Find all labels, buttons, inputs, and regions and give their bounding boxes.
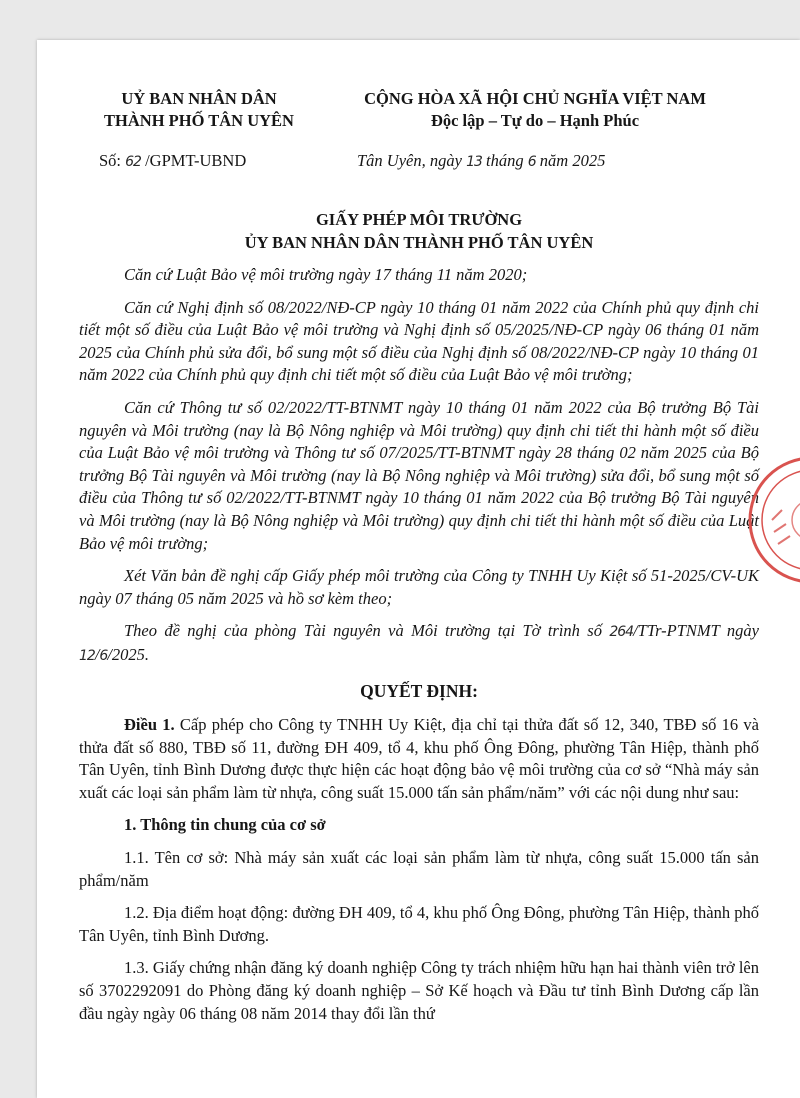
document-number-prefix: Số: xyxy=(99,151,122,170)
proposal-month-handwritten: 6 xyxy=(99,647,108,664)
proposal-number-handwritten: 264 xyxy=(609,624,634,641)
preamble-law: Căn cứ Luật Bảo vệ môi trường ngày 17 tháng 11 năm 2020; xyxy=(124,265,528,284)
document-title: GIẤY PHÉP MÔI TRƯỜNG xyxy=(315,210,523,229)
national-motto: Độc lập – Tự do – Hạnh Phúc xyxy=(430,111,640,130)
item-1-2: 1.2. Địa điểm hoạt động: đường ĐH 409, tổ 4, khu phố Ông Đông, phường Tân Hiệp, thành phố Tân Uyên, tỉnh Bình Dương. xyxy=(79,903,759,945)
date-month-label: tháng xyxy=(486,151,524,170)
authority-line-2: THÀNH PHỐ TÂN UYÊN xyxy=(104,111,294,130)
section-1-heading: 1. Thông tin chung của cơ sở xyxy=(124,815,326,835)
date-day-handwritten: 13 xyxy=(466,154,482,170)
decision-heading: QUYẾT ĐỊNH: xyxy=(360,680,478,701)
preamble-decree: Căn cứ Nghị định số 08/2022/NĐ-CP ngày 10 tháng 01 năm 2022 của Chính phủ quy định chi tiết một số điều của Luật Bảo vệ môi trường và Nghị định số 05/2025/NĐ-CP ngày 06 tháng 01 năm 2025 của Chính phủ sửa đổi, bổ sung một số điều của Nghị định số 08/2022/NĐ-CP ngày 10 tháng 01 năm 2022 của Chính phủ quy định chi tiết một số điều của Luật Bảo vệ môi trường; xyxy=(79,297,759,385)
document-number-suffix: /GPMT-UBND xyxy=(145,151,247,170)
proposal-text-2: /TTr-PTNMT ngày xyxy=(633,621,759,641)
national-header xyxy=(315,88,755,132)
article-1-label: Điều 1. xyxy=(124,715,175,735)
proposal-year: /2025. xyxy=(107,644,150,664)
document-number xyxy=(99,150,246,174)
national-name: CỘNG HÒA XÃ HỘI CHỦ NGHĨA VIỆT NAM xyxy=(364,89,706,108)
authority-line-1: UỶ BAN NHÂN DÂN xyxy=(121,89,277,108)
red-seal-stamp xyxy=(742,450,800,590)
document-page xyxy=(37,40,800,1098)
item-1-3: 1.3. Giấy chứng nhận đăng ký doanh nghiệp Công ty trách nhiệm hữu hạn hai thành viên trở lên số 3702292091 do Phòng đăng ký doanh nghiệp – Sở Kế hoạch và Đầu tư tỉnh Bình Dương cấp lần đầu ngày ngày 06 tháng 08 năm 2014 thay đổi lần thứ xyxy=(79,958,759,1023)
document-body xyxy=(79,264,759,1035)
article-1-text: Cấp phép cho Công ty TNHH Uy Kiệt, địa chỉ tại thửa đất số 12, 340, TBĐ số 16 và thửa đất số 880, TBĐ số 11, đường ĐH 409, tổ 4, khu phố Ông Đông, phường Tân Hiệp, thành phố Tân Uyên, tỉnh Bình Dương được thực hiện các hoạt động bảo vệ môi trường của cơ sở “Nhà máy sản xuất các loại sản phẩm làm từ nhựa, công suất 15.000 tấn sản phẩm/năm” với các nội dung như sau: xyxy=(79,715,760,802)
issue-date xyxy=(357,150,605,174)
proposal-date-separator: / xyxy=(94,644,100,664)
preamble-request: Xét Văn bản đề nghị cấp Giấy phép môi trường của Công ty TNHH Uy Kiệt số 51-2025/CV-UK ngày 07 tháng 05 năm 2025 và hồ sơ kèm theo; xyxy=(79,566,759,608)
article-1 xyxy=(79,714,759,804)
issuing-authority xyxy=(79,88,319,132)
proposal-text: Theo đề nghị của phòng Tài nguyên và Môi trường tại Tờ trình số xyxy=(124,621,610,641)
preamble-circular: Căn cứ Thông tư số 02/2022/TT-BTNMT ngày 10 tháng 01 năm 2022 của Bộ trưởng Bộ Tài nguyên và Môi trường (nay là Bộ Nông nghiệp và Môi trường) quy định chi tiết thi hành một số điều của Luật Bảo vệ môi trường và Thông tư số 07/2025/TT-BTNMT ngày 28 tháng 02 năm 2025 của Bộ trưởng Bộ Tài nguyên và Môi trường (nay là Bộ Nông nghiệp và Môi trường) sửa đổi, bổ sung một số điều của Thông tư số 02/2022/TT-BTNMT ngày 10 tháng 01 năm 2022 của Bộ trưởng Bộ Tài nguyên và Môi trường (nay là Bộ Nông nghiệp và Môi trường) quy định chi tiết thi hành một số điều của Luật Bảo vệ môi trường; xyxy=(79,397,759,553)
proposal-day-handwritten: 12 xyxy=(79,647,95,664)
document-number-handwritten: 62 xyxy=(125,154,141,170)
item-1-1: 1.1. Tên cơ sở: Nhà máy sản xuất các loại sản phẩm làm từ nhựa, công suất 15.000 tấn sản phẩm/năm xyxy=(79,848,759,890)
date-prefix: Tân Uyên, ngày xyxy=(357,151,462,170)
date-year: năm 2025 xyxy=(539,151,606,170)
date-month-handwritten: 6 xyxy=(527,154,536,170)
preamble-proposal xyxy=(79,620,759,667)
document-subtitle: ỦY BAN NHÂN DÂN THÀNH PHỐ TÂN UYÊN xyxy=(244,233,594,252)
